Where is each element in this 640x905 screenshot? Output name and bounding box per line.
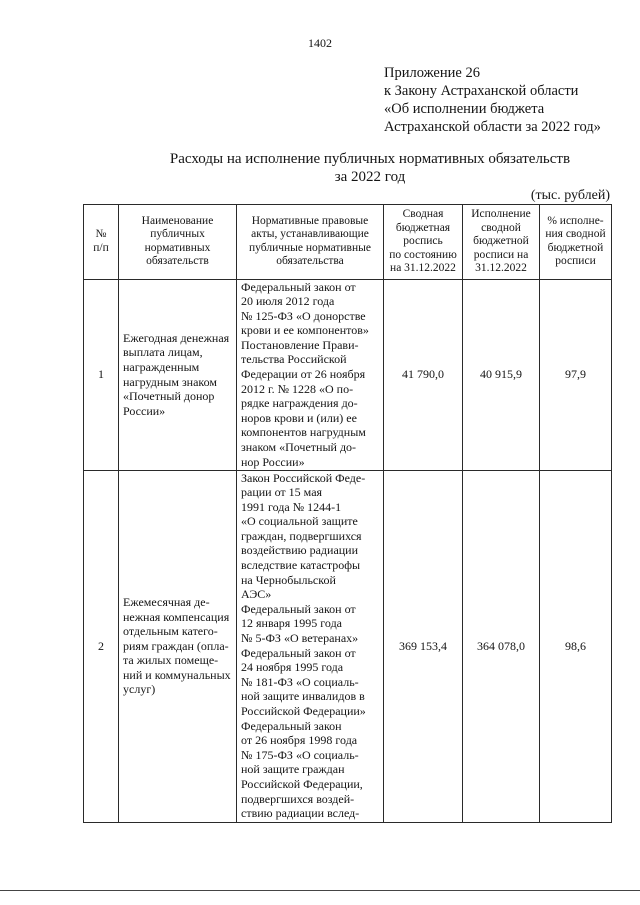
text-line: Российской Федерации» xyxy=(241,704,366,718)
text-line: 1991 года № 1244-1 xyxy=(241,499,342,514)
text-line: 12 января 1995 года xyxy=(241,616,343,631)
text-line: компонентов нагрудным xyxy=(241,425,366,440)
text-line: норов крови и (или) ее xyxy=(241,410,357,425)
page-bottom-rule xyxy=(0,890,640,891)
text-line: Постановление Прави- xyxy=(241,337,359,352)
header-exec xyxy=(463,205,540,280)
text-line: Ежегодная денежная xyxy=(123,330,230,345)
text-line: акты, устанавливающие xyxy=(251,228,369,241)
text-line: знаком «Почетный до- xyxy=(241,440,357,455)
text-line: рядке награждения до- xyxy=(241,396,358,411)
text-line: рации от 15 мая xyxy=(241,485,323,500)
appendix-block xyxy=(384,64,601,136)
text-line: ной защите инвалидов в xyxy=(241,689,365,704)
text-line: нежная компенсация xyxy=(123,609,230,624)
text-line: крови и ее компонентов» xyxy=(241,323,369,338)
text-line: выплата лицам, xyxy=(123,345,203,360)
legal-acts xyxy=(237,279,384,470)
table-header-row xyxy=(84,205,612,280)
document-title xyxy=(0,150,640,186)
text-line: тельства Российской xyxy=(241,352,347,367)
text-line: Российской Федерации, xyxy=(241,776,363,791)
text-line: АЭС» xyxy=(241,587,272,602)
expenses-table xyxy=(83,204,612,823)
table-row xyxy=(84,470,612,822)
header-num xyxy=(84,205,119,280)
text-line: Федерации от 26 ноября xyxy=(241,367,366,382)
page-number: 1402 xyxy=(308,36,332,50)
text-line: роспись xyxy=(403,235,443,247)
text-line: награжденным xyxy=(123,359,200,374)
appendix-line: «Об исполнении бюджета xyxy=(384,101,545,117)
text-line: % исполне- xyxy=(547,214,604,227)
text-line: бюджетной xyxy=(473,235,529,247)
legal-acts xyxy=(237,470,384,822)
text-line: бюджетной xyxy=(547,241,604,254)
text-line: 24 ноября 1995 года xyxy=(241,660,344,675)
text-line: нор России» xyxy=(241,454,305,469)
text-line: 31.12.2022 xyxy=(475,262,527,274)
pct-value: 97,9 xyxy=(540,279,612,470)
text-line: № 125-ФЗ «О донорстве xyxy=(241,308,366,323)
text-line: Исполнение xyxy=(471,208,531,220)
text-line: Федеральный закон xyxy=(241,718,342,733)
text-line: подвергшихся воздей- xyxy=(241,791,355,806)
text-line: от 26 ноября 1998 года xyxy=(241,733,358,748)
text-line: услуг) xyxy=(123,682,156,697)
text-line: обязательств xyxy=(146,255,209,268)
plan-value: 369 153,4 xyxy=(384,470,463,822)
row-number: 2 xyxy=(84,470,119,822)
appendix-line: к Закону Астраханской области xyxy=(384,83,579,99)
text-line: Сводная xyxy=(402,208,444,220)
exec-value: 40 915,9 xyxy=(463,279,540,470)
header-plan xyxy=(384,205,463,280)
text-line: ной защите граждан xyxy=(241,762,345,777)
text-line: росписи xyxy=(555,255,596,268)
header-pct xyxy=(540,205,612,280)
header-name xyxy=(119,205,237,280)
text-line: 2012 г. № 1228 «О по- xyxy=(241,381,354,396)
text-line: Федеральный закон от xyxy=(241,601,356,616)
appendix-line: Астраханской области за 2022 год» xyxy=(384,119,601,135)
text-line: Нормативные правовые xyxy=(251,214,369,227)
appendix-line: Приложение 26 xyxy=(384,65,480,81)
text-line: «О социальной защите xyxy=(241,514,358,529)
title-line-2: за 2022 год xyxy=(334,169,406,185)
text-line: 20 июля 2012 года xyxy=(241,294,335,309)
text-line: на 31.12.2022 xyxy=(390,262,456,274)
text-line: нормативных xyxy=(144,241,211,254)
text-line: по состоянию xyxy=(389,248,457,261)
text-line: граждан, подвергшихся xyxy=(241,528,362,543)
obligation-name xyxy=(119,279,237,470)
title-line-1: Расходы на исполнение публичных нормативных обязательств xyxy=(169,151,571,167)
text-line: Ежемесячная де- xyxy=(123,594,210,609)
text-line: п/п xyxy=(93,241,109,254)
text-line: ствию радиации вслед- xyxy=(241,806,360,821)
text-line: № 175-ФЗ «О социаль- xyxy=(241,747,359,762)
text-line: обязательства xyxy=(276,255,344,268)
text-line: нагрудным знаком xyxy=(123,374,218,389)
row-number: 1 xyxy=(84,279,119,470)
text-line: росписи на xyxy=(473,248,529,261)
text-line: риям граждан (опла- xyxy=(123,638,229,653)
text-line: Наименование xyxy=(141,214,214,227)
pct-value: 98,6 xyxy=(540,470,612,822)
text-line: вследствие катастрофы xyxy=(241,558,361,573)
text-line: ний и коммунальных xyxy=(123,667,231,682)
text-line: на Чернобыльской xyxy=(241,572,336,587)
text-line: России» xyxy=(123,403,166,418)
units-label: (тыс. рублей) xyxy=(530,188,610,203)
text-line: публичных xyxy=(150,228,205,241)
text-line: публичные нормативные xyxy=(249,241,371,254)
text-line: № xyxy=(95,228,107,241)
header-acts xyxy=(237,205,384,280)
text-line: Закон Российской Феде- xyxy=(241,470,366,485)
table-row xyxy=(84,279,612,470)
text-line: отдельным катего- xyxy=(123,624,218,639)
text-line: № 181-ФЗ «О социаль- xyxy=(241,674,359,689)
text-line: «Почетный донор xyxy=(123,389,215,404)
obligation-name xyxy=(119,470,237,822)
text-line: Федеральный закон от xyxy=(241,279,356,294)
exec-value: 364 078,0 xyxy=(463,470,540,822)
text-line: та жилых помеще- xyxy=(123,653,219,668)
text-line: бюджетная xyxy=(395,221,451,234)
text-line: сводной xyxy=(481,221,521,234)
text-line: ния сводной xyxy=(545,228,606,241)
text-line: воздействию радиации xyxy=(241,543,359,558)
text-line: Федеральный закон от xyxy=(241,645,356,660)
text-line: № 5-ФЗ «О ветеранах» xyxy=(241,631,359,646)
plan-value: 41 790,0 xyxy=(384,279,463,470)
